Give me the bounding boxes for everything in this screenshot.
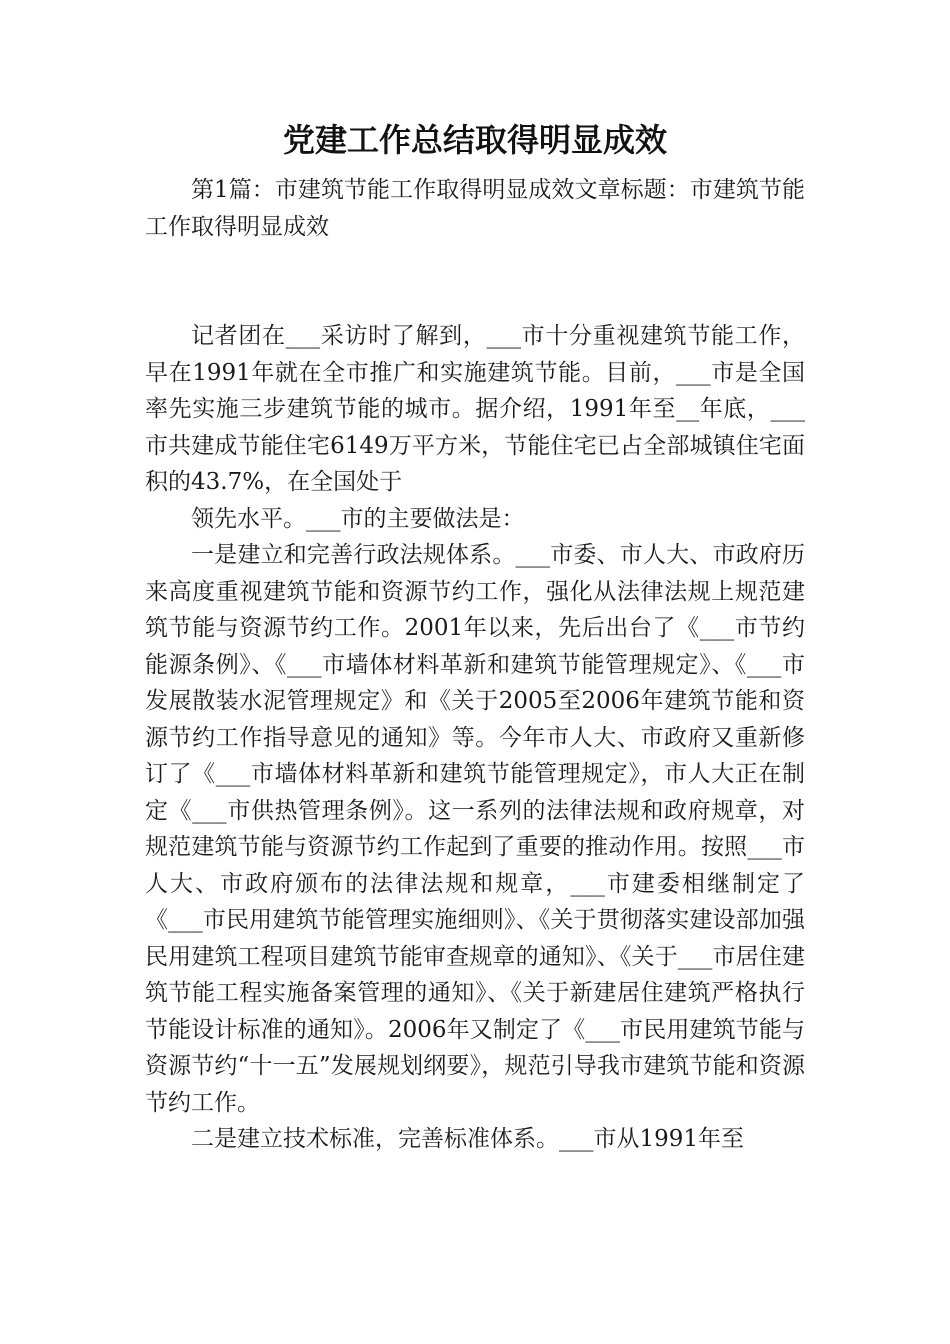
paragraph-spacer xyxy=(145,245,805,318)
paragraph-intro: 记者团在___采访时了解到，___市十分重视建筑节能工作，早在1991年就在全市推广和实施建筑节能。目前，___市是全国率先实施三步建筑节能的城市。据介绍，1991年至__年底，___市共建成节能住宅6149万平方米，节能住宅已占全部城镇住宅面积的43.7%，在全国处于 xyxy=(145,323,805,495)
paragraph-point-one: 一是建立和完善行政法规体系。___市委、市人大、市政府历来高度重视建筑节能和资源节约工作，强化从法律法规上规范建筑节能与资源节约工作。2001年以来，先后出台了《___市节约能源条例》、《___市墙体材料革新和建筑节能管理规定》、《___市发展散装水泥管理规定》和《关于2005至2006年建筑节能和资源节约工作指导意见的通知》等。今年市人大、市政府又重新修订了《___市墙体材料革新和建筑节能管理规定》，市人大正在制定《___市供热管理条例》。这一系列的法律法规和政府规章，对规范建筑节能与资源节约工作起到了重要的推动作用。按照___市人大、市政府颁布的法律法规和规章，___市建委相继制定了《___市民用建筑节能管理实施细则》、《关于贯彻落实建设部加强民用建筑工程项目建筑节能审查规章的通知》、《关于___市居住建筑节能工程实施备案管理的通知》、《关于新建居住建筑严格执行节能设计标准的通知》。2006年又制定了《___市民用建筑节能与资源节约“十一五”发展规划纲要》，规范引导我市建筑节能和资源节约工作。 xyxy=(145,542,805,1116)
paragraph-main-practices: 领先水平。___市的主要做法是： xyxy=(191,505,525,532)
document-body xyxy=(145,172,805,1158)
paragraph-chapter-heading: 第1篇：市建筑节能工作取得明显成效文章标题：市建筑节能工作取得明显成效 xyxy=(145,177,805,240)
document-title: 党建工作总结取得明显成效 xyxy=(282,121,667,159)
paragraph-point-two: 二是建立技术标准，完善标准体系。___市从1991年至 xyxy=(191,1126,745,1152)
